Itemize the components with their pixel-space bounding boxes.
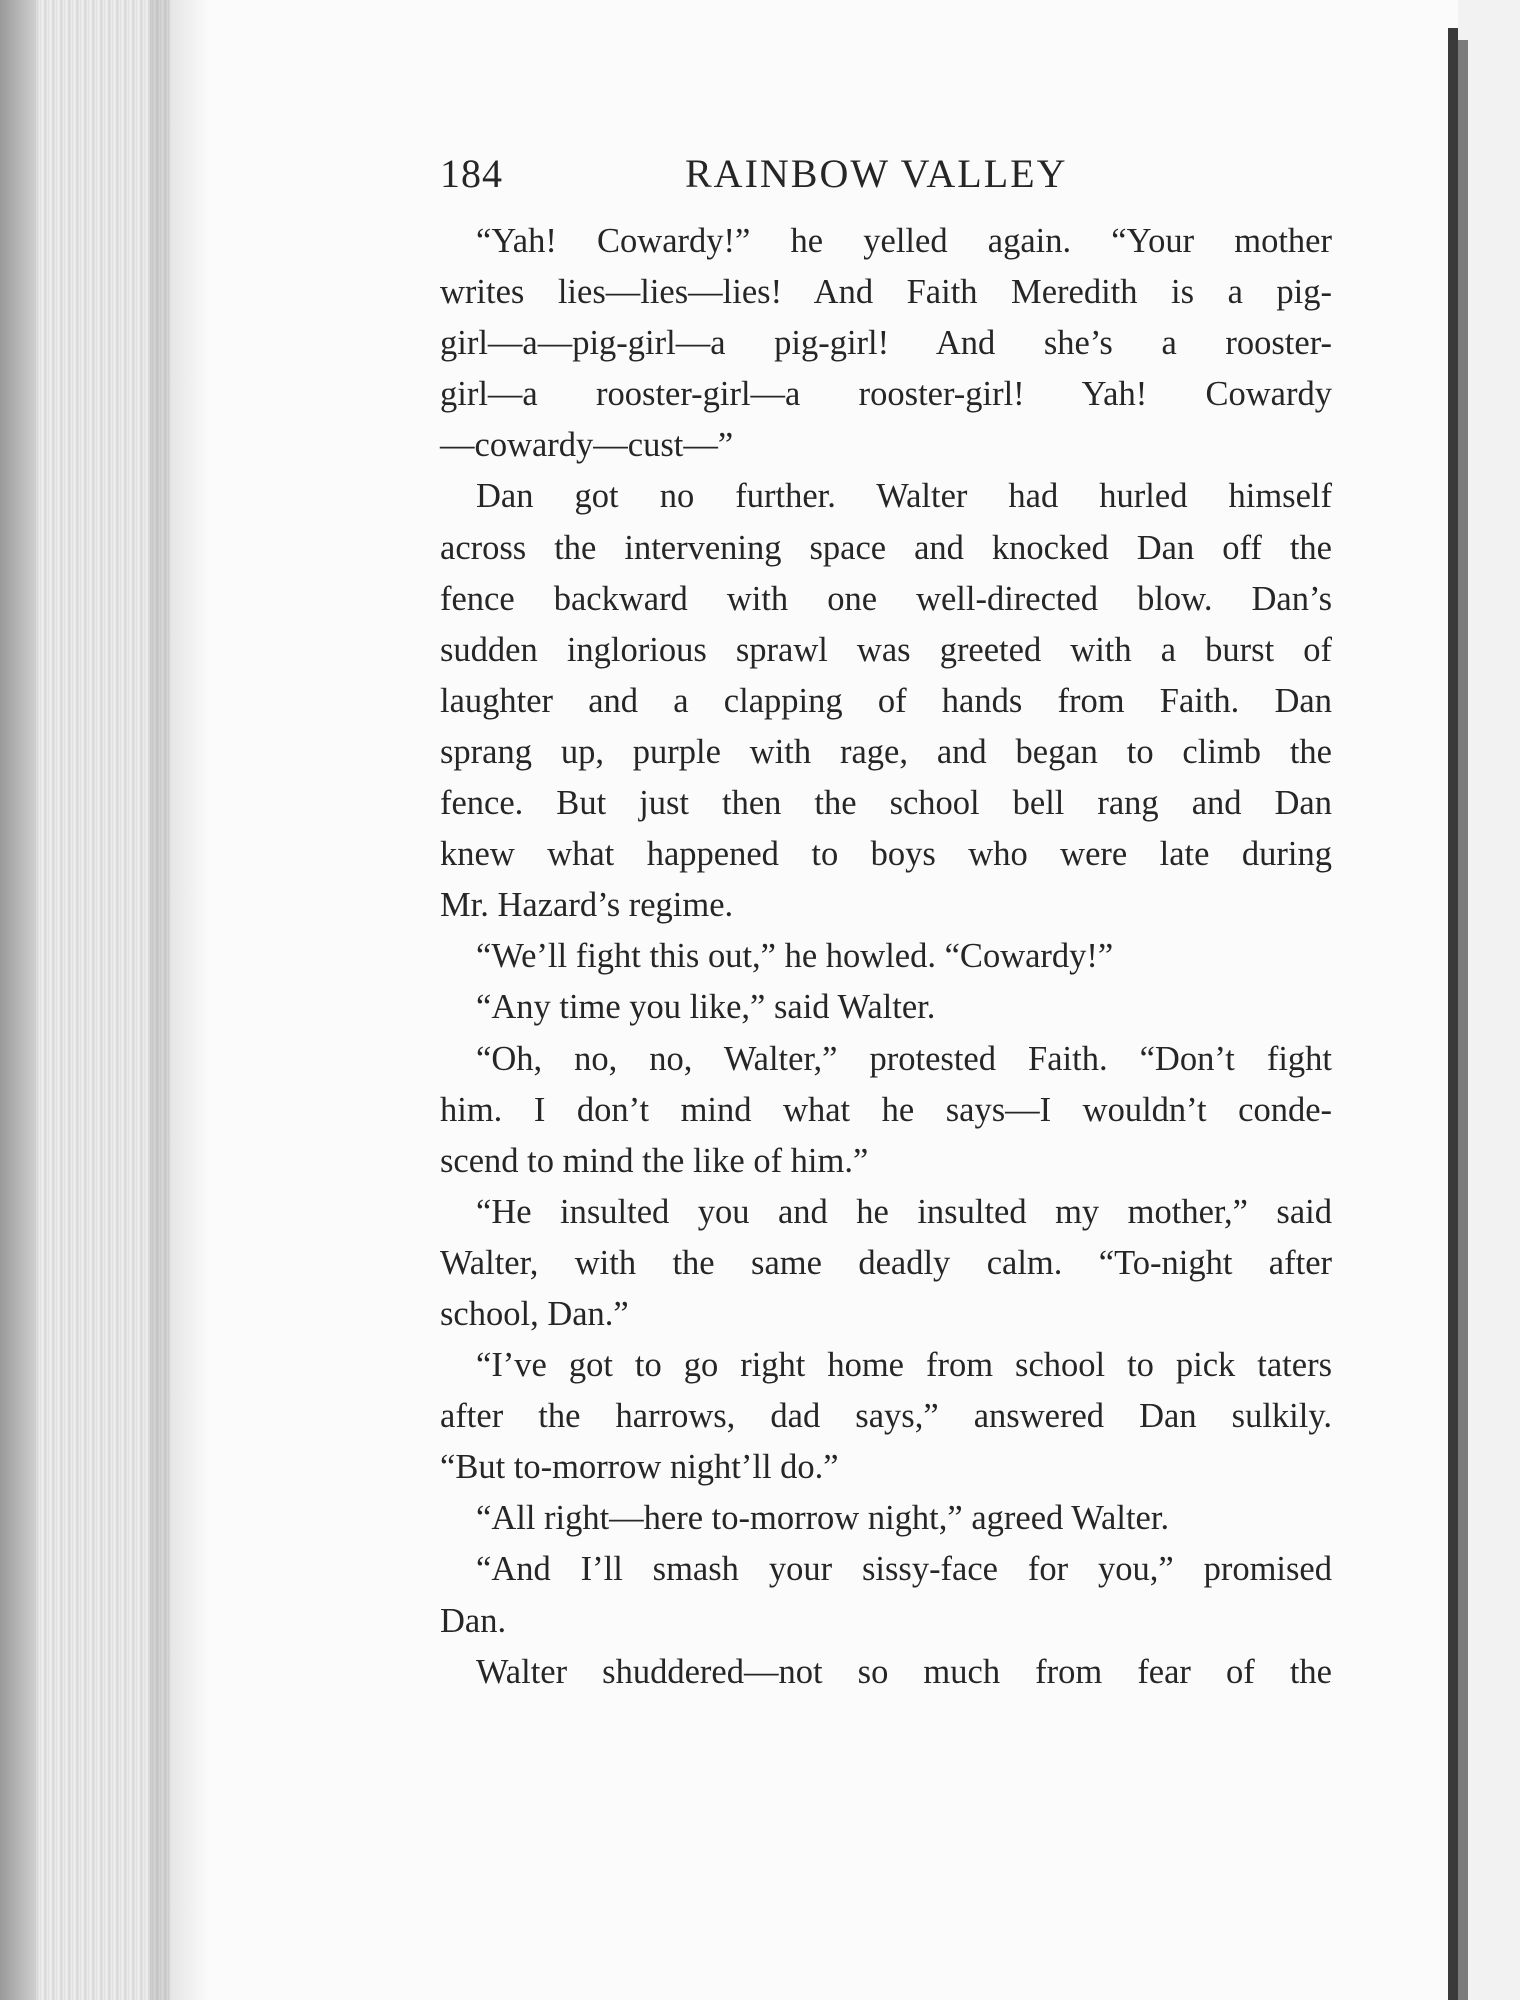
text-line: laughter and a clapping of hands from Faith. Dan (440, 681, 1332, 720)
text-line: school, Dan.” (440, 1294, 629, 1333)
text-line: scend to mind the like of him.” (440, 1141, 869, 1180)
text-line: across the intervening space and knocked Dan off the (440, 528, 1332, 567)
text-line: knew what happened to boys who were late during (440, 835, 1332, 874)
text-line: “Any time you like,” said Walter. (476, 988, 936, 1027)
text-line: Mr. Hazard’s regime. (440, 886, 734, 925)
body-text (440, 216, 1332, 1698)
running-head (440, 150, 1332, 210)
text-line: Dan. (440, 1601, 507, 1640)
text-line: “I’ve got to go right home from school to pick taters (476, 1346, 1332, 1385)
book-title: RAINBOW VALLEY (685, 151, 1068, 196)
text-line: “All right—here to-morrow night,” agreed Walter. (476, 1499, 1170, 1538)
gutter-shadow (150, 0, 210, 2000)
text-line: Dan got no further. Walter had hurled himself (476, 477, 1332, 516)
text-line: girl—a rooster-girl—a rooster-girl! Yah! Cowardy (440, 375, 1332, 414)
cover-border-outer (1458, 40, 1468, 2000)
text-line: —cowardy—cust—” (440, 426, 734, 465)
text-line: “And I’ll smash your sissy-face for you,” promised (476, 1550, 1332, 1589)
text-line: writes lies—lies—lies! And Faith Meredith is a pig- (440, 273, 1332, 312)
text-line: him. I don’t mind what he says—I wouldn’t conde- (440, 1090, 1332, 1129)
text-line: “But to-morrow night’ll do.” (440, 1448, 839, 1487)
page-number: 184 (440, 151, 503, 196)
book-page (440, 150, 1332, 1698)
text-line: sudden inglorious sprawl was greeted with a burst of (440, 630, 1332, 669)
text-line: “Yah! Cowardy!” he yelled again. “Your mother (476, 222, 1332, 260)
text-line: girl—a—pig-girl—a pig-girl! And she’s a rooster- (440, 324, 1332, 363)
binding-shadow (0, 0, 36, 2000)
cover-border (1448, 28, 1458, 2000)
text-line: “We’ll fight this out,” he howled. “Cowardy!” (476, 937, 1114, 976)
text-line: fence. But just then the school bell rang and Dan (440, 784, 1332, 823)
text-line: fence backward with one well-directed blow. Dan’s (440, 579, 1332, 618)
text-line: Walter shuddered—not so much from fear of the (476, 1652, 1332, 1691)
text-line: Walter, with the same deadly calm. “To-night after (440, 1243, 1332, 1282)
text-line: sprang up, purple with rage, and began to climb the (440, 732, 1332, 771)
text-line: after the harrows, dad says,” answered Dan sulkily. (440, 1397, 1332, 1436)
text-line: “He insulted you and he insulted my mother,” said (476, 1192, 1332, 1231)
text-line: “Oh, no, no, Walter,” protested Faith. “Don’t fight (476, 1039, 1332, 1078)
